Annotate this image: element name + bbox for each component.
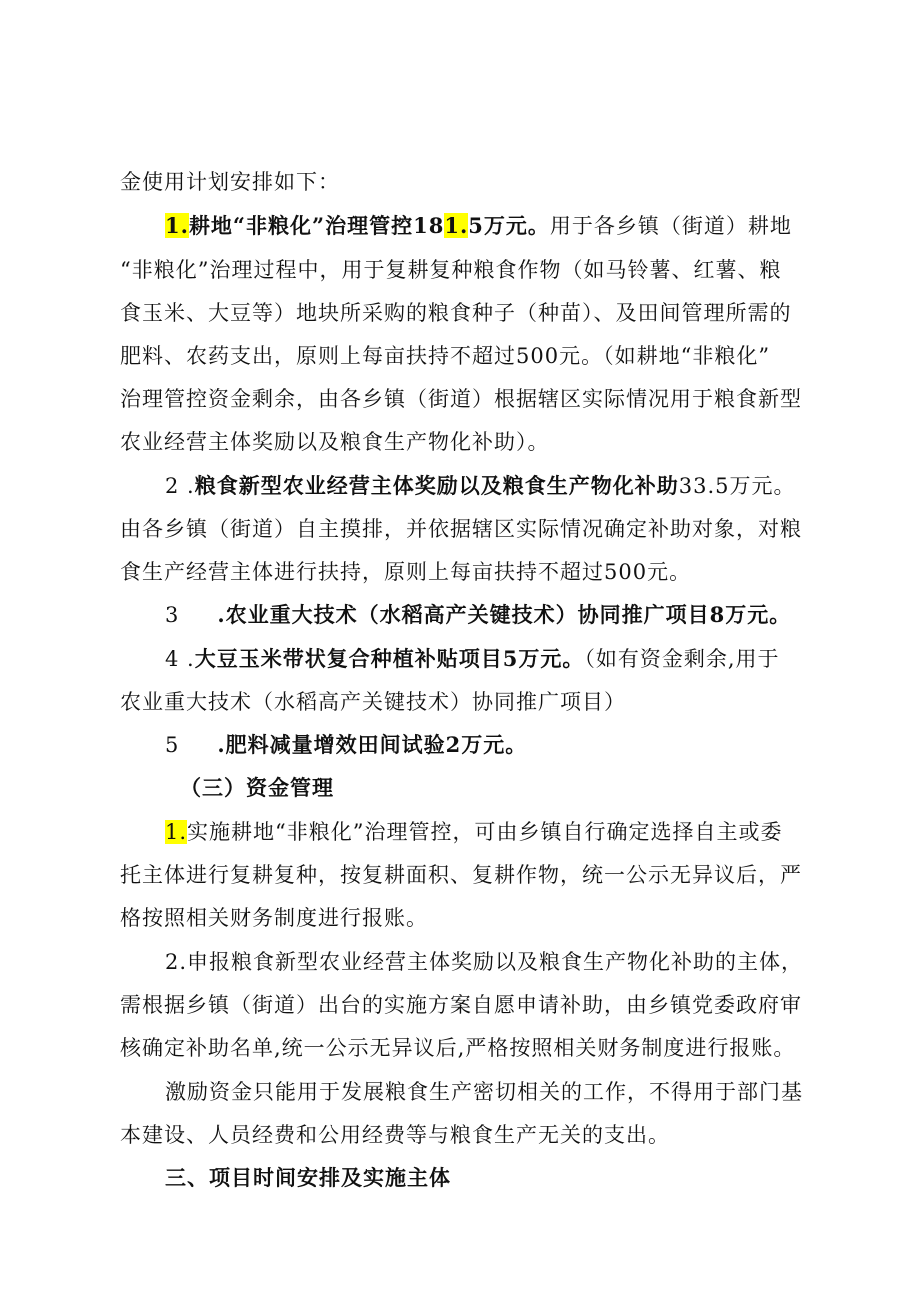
- intro-line: 金使用计划安排如下：: [120, 170, 340, 194]
- item-2-line-2: 由各乡镇（街道）自主摸排，并依据辖区实际情况确定补助对象，对粮: [120, 517, 802, 541]
- item-5-title: .肥料减量增效田间试验2万元。: [217, 732, 528, 757]
- item-1-heading-line: [165, 211, 792, 241]
- item-3-number: 3: [165, 603, 180, 627]
- item-2-amount: 33.5万元。: [678, 474, 796, 498]
- item-1-line-3: 食玉米、大豆等）地块所采购的粮食种子（种苗）、及田间管理所需的: [120, 301, 792, 325]
- section-heading-fund-management: （三）资金管理: [180, 775, 334, 800]
- item-1-line-4: 肥料、农药支出，原则上每亩扶持不超过500元。（如耕地“非粮化”: [120, 344, 771, 368]
- item-5-number: 5: [165, 733, 180, 757]
- item-1-line-2: “非粮化”治理过程中，用于复耕复种粮食作物（如马铃薯、红薯、粮: [120, 258, 782, 282]
- item-4-number: 4 .: [165, 647, 195, 671]
- item-4-title: 大豆玉米带状复合种植补贴项目5万元。: [194, 646, 585, 671]
- item-2-title: 粮食新型农业经营主体奖励以及粮食生产物化补助: [194, 473, 679, 498]
- mgmt-1-line-2: 托主体进行复耕复种，按复耕面积、复耕作物，统一公示无异议后，严: [120, 863, 802, 887]
- highlight-number: 1.: [165, 213, 189, 238]
- item-3-title: .农业重大技术（水稻高产关键技术）协同推广项目8万元。: [217, 602, 792, 627]
- item-2-line-3: 食生产经营主体进行扶持，原则上每亩扶持不超过500元。: [120, 560, 692, 584]
- item-1-text: 用于各乡镇（街道）耕地: [549, 214, 792, 238]
- item-4-line-2: 农业重大技术（水稻高产关键技术）协同推广项目）: [120, 690, 626, 714]
- item-5-line: [165, 730, 527, 760]
- highlight-digit: 1: [444, 213, 460, 238]
- item-1-amount: 5万元。: [468, 213, 550, 238]
- item-4-text: （如有资金剩余,用于: [584, 647, 780, 671]
- mgmt-1-line-1: [165, 817, 783, 847]
- item-1-line-6: 农业经营主体奖励以及粮食生产物化补助）。: [120, 430, 550, 454]
- item-1-title: 耕地“非粮化”治理管控18: [188, 213, 445, 238]
- item-4-heading-line: [165, 644, 780, 674]
- mgmt-2-line-2: 需根据乡镇（街道）出台的实施方案自愿申请补助，由乡镇党委政府审: [120, 993, 802, 1017]
- mgmt-2-line-1: 2.申报粮食新型农业经营主体奖励以及粮食生产物化补助的主体，: [165, 950, 804, 974]
- item-2-heading-line: [165, 471, 795, 501]
- item-3-line: [165, 600, 791, 630]
- highlight-number: 1.: [165, 820, 188, 844]
- mgmt-note-line-1: 激励资金只能用于发展粮食生产密切相关的工作，不得用于部门基: [165, 1080, 803, 1104]
- mgmt-1-text: 实施耕地“非粮化”治理管控，可由乡镇自行确定选择自主或委: [187, 820, 783, 844]
- mgmt-1-line-3: 格按照相关财务制度进行报账。: [120, 906, 428, 930]
- mgmt-2-line-3: 核确定补助名单,统一公示无异议后,严格按照相关财务制度进行报账。: [120, 1036, 796, 1060]
- section-heading-schedule: 三、项目时间安排及实施主体: [165, 1165, 451, 1190]
- highlight-dot: .: [459, 213, 469, 238]
- item-2-number: 2 .: [165, 474, 195, 498]
- item-1-line-5: 治理管控资金剩余，由各乡镇（街道）根据辖区实际情况用于粮食新型: [120, 387, 802, 411]
- mgmt-note-line-2: 本建设、人员经费和公用经费等与粮食生产无关的支出。: [120, 1123, 670, 1147]
